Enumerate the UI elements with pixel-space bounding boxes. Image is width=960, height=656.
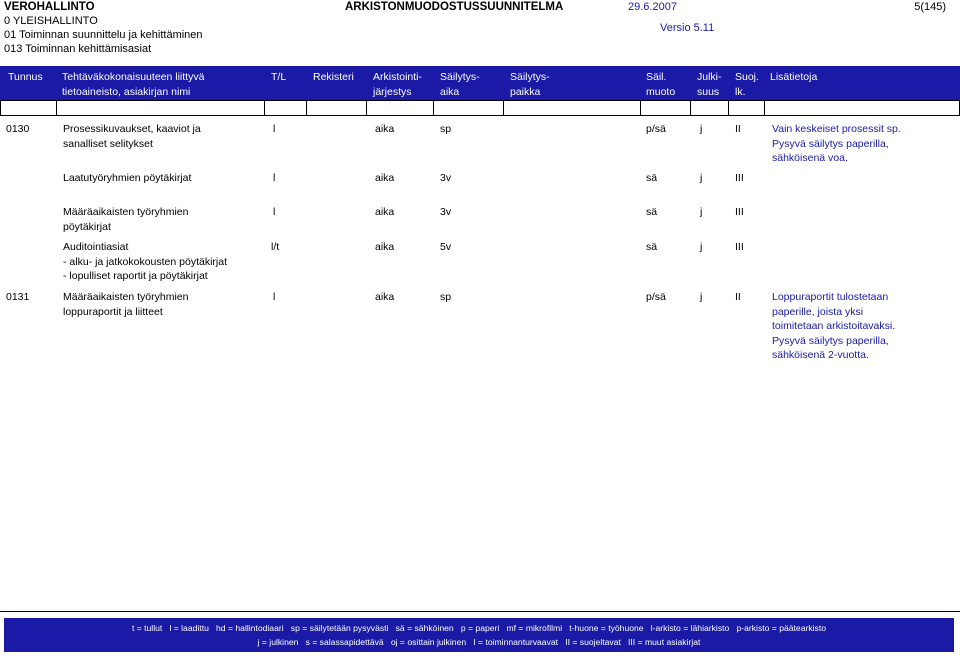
col-tunnus: Tunnus [8,71,43,83]
row-julkisuus: j [700,241,703,253]
col-suoj-line1: Suoj. [735,71,759,83]
row-sailytysaika: 3v [440,172,452,184]
col-arkistointi [373,70,422,100]
table-subhead-rule [0,115,960,116]
col-sailmuoto-line1: Säil. [646,71,667,83]
row-suoj: III [735,241,744,253]
row-name-line: loppuraportit ja liitteet [63,305,163,318]
row-arkistointi: aika [375,172,395,184]
class-level-0: 0 YLEISHALLINTO [4,15,98,27]
row-julkisuus: j [700,291,703,303]
col-tl: T/L [271,71,287,83]
row-tl: l [273,291,276,303]
col-sailmuoto-line2: muoto [646,86,676,98]
class-level-2: 013 Toiminnan kehittämisasiat [4,43,152,55]
row-tunnus: 0131 [6,291,30,303]
col-divider [764,100,765,116]
row-arkistointi: aika [375,291,395,303]
row-info-line: paperille, joista yksi [772,305,864,318]
row-info-line: sähköisenä voa. [772,152,848,164]
col-divider [640,100,641,116]
row-name: Laatutyöryhmien pöytäkirjat [63,172,192,184]
row-sailmuoto: p/sä [646,123,666,135]
row-info-line: Pysyvä säilytys paperilla, [772,334,889,347]
row-sailytysaika: sp [440,123,452,135]
row-julkisuus: j [700,123,703,135]
row-name [63,290,188,319]
document-version: Versio 5.11 [660,22,715,34]
organization-name: VEROHALLINTO [4,1,95,13]
row-name-line: Määräaikaisten työryhmien [63,206,189,218]
row-name-line: pöytäkirjat [63,220,111,233]
column-header-band [0,66,960,100]
col-sailytyspaikka-line2: paikka [510,86,541,98]
col-divider [690,100,691,116]
row-name [63,240,227,284]
row-name [63,122,201,151]
col-arkistointi-line1: Arkistointi- [373,71,423,83]
row-name [63,205,188,234]
row-name-line: Prosessikuvaukset, kaaviot ja [63,123,201,135]
col-divider [366,100,367,116]
col-rekisteri: Rekisteri [313,71,354,83]
row-arkistointi: aika [375,206,395,218]
col-divider [433,100,434,116]
row-name-line: Määräaikaisten työryhmien [63,291,189,303]
abbreviation-legend [4,618,954,652]
row-arkistointi: aika [375,123,395,135]
row-tl: l/t [271,241,280,253]
col-julkisuus-line1: Julki- [697,71,722,83]
document-date: 29.6.2007 [628,1,677,13]
legend-line: j = julkinen s = salassapidettävä oj = osittain julkinen I = toiminnanturvaavat II = suojeltavat III = muut asiakirjat [257,636,701,647]
row-name-line: sanalliset selitykset [63,137,153,150]
row-info-line: Loppuraportit tulostetaan [772,291,889,303]
row-tl: l [273,172,276,184]
class-level-1: 01 Toiminnan suunnittelu ja kehittäminen [4,29,203,41]
col-sailytyspaikka [510,70,550,100]
row-info-line: sähköisenä 2-vuotta. [772,349,869,361]
row-julkisuus: j [700,172,703,184]
row-sailmuoto: sä [646,241,658,253]
row-suoj: II [735,123,741,135]
table-top-rule [0,100,960,101]
col-sailytysaika-line1: Säilytys- [440,71,480,83]
col-sailytysaika [440,70,480,100]
row-tunnus: 0130 [6,123,30,135]
row-name-line: - lopulliset raportit ja pöytäkirjat [63,270,208,282]
col-tehtava-line1: Tehtäväkokonaisuuteen liittyvä [62,71,205,83]
row-name-line: - alku- ja jatkokokousten pöytäkirjat [63,255,227,268]
row-tl: l [273,123,276,135]
col-divider [503,100,504,116]
col-suoj-line2: lk. [735,86,746,98]
row-info-line: Pysyvä säilytys paperilla, [772,137,889,150]
col-arkistointi-line2: järjestys [373,86,412,98]
table-bottom-rule [0,611,960,612]
row-sailytysaika: sp [440,291,452,303]
row-sailmuoto: sä [646,206,658,218]
col-julkisuus [697,70,722,100]
col-julkisuus-line2: suus [697,86,720,98]
col-lisatietoja: Lisätietoja [770,71,818,83]
row-tl: l [273,206,276,218]
row-info [772,290,895,363]
row-sailmuoto: sä [646,172,658,184]
row-sailytysaika: 5v [440,241,452,253]
row-suoj: II [735,291,741,303]
classification-block [4,0,203,56]
col-suoj [735,70,759,100]
row-arkistointi: aika [375,241,395,253]
row-info [772,122,901,166]
row-suoj: III [735,206,744,218]
col-divider [56,100,57,116]
row-info-line: toimitetaan arkistoitavaksi. [772,320,896,332]
col-divider [264,100,265,116]
row-info-line: Vain keskeiset prosessit sp. [772,123,901,135]
col-divider [306,100,307,116]
row-sailmuoto: p/sä [646,291,666,303]
document-header [0,0,960,60]
row-suoj: III [735,172,744,184]
row-julkisuus: j [700,206,703,218]
page-number: 5(145) [914,1,946,13]
col-sailytyspaikka-line1: Säilytys- [510,71,550,83]
col-sailytysaika-line2: aika [440,86,460,98]
col-tehtava [62,70,204,100]
document-title: ARKISTONMUODOSTUSSUUNNITELMA [345,1,564,13]
legend-line: t = tullut l = laadittu hd = hallintodiaari sp = säilytetään pysyvästi sä = sähköinen p = paperi mf = mikrofilmi t-huone = työhuone l-arkisto = lähiarkisto p-arkisto = päätearkisto [131,623,827,633]
col-sailmuoto [646,70,675,100]
col-divider [728,100,729,116]
row-name-line: Auditointiasiat [63,241,129,253]
row-sailytysaika: 3v [440,206,452,218]
col-divider [0,100,1,116]
col-tehtava-line2: tietoaineisto, asiakirjan nimi [62,86,191,98]
